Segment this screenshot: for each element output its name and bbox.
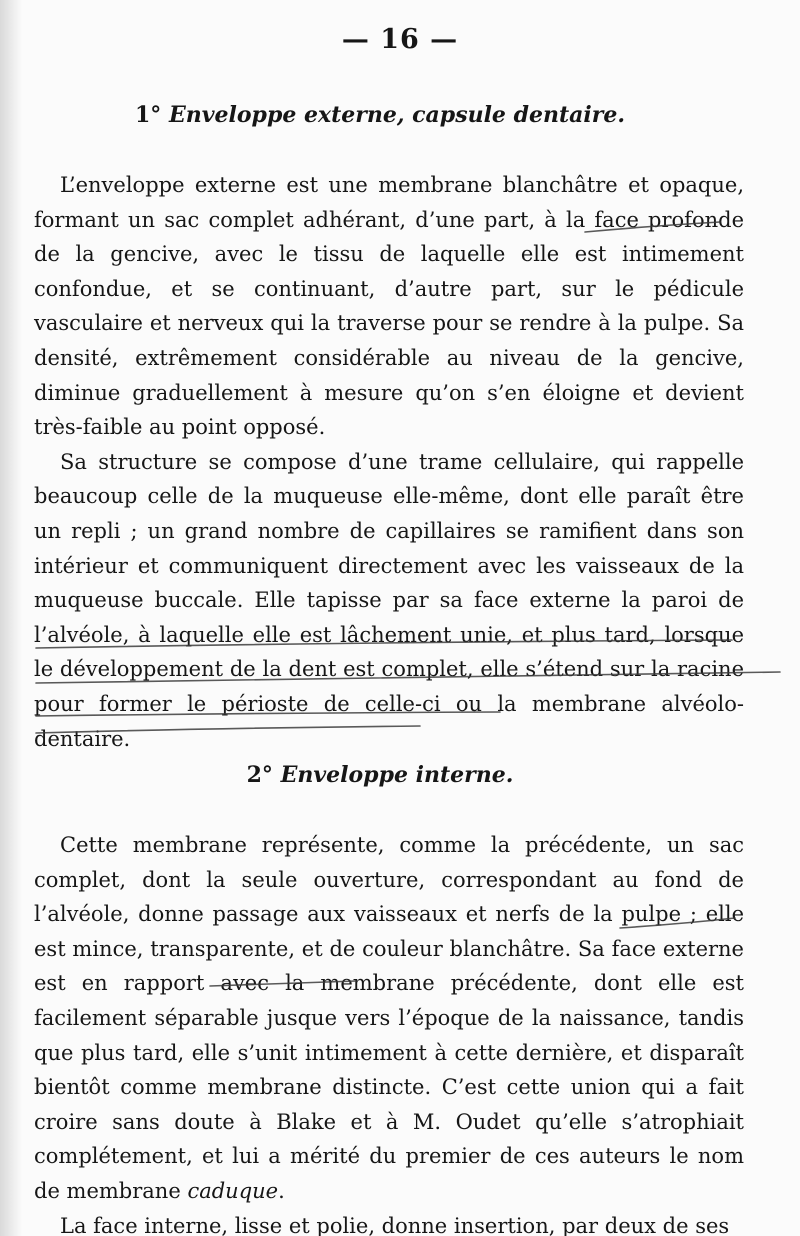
paragraph: L’enveloppe externe est une membrane blanchâtre et opaque, formant un sac complet adhérant, d’une part, à la face profonde de la gencive, avec le tissu de laquelle elle est intimement confondue, et se continuant, d’autre part, sur le pédicule vasculaire et nerveux qui la traverse pour se rendre à la pulpe. Sa densité, extrêmement considérable au niveau de la gencive, diminue graduellement à mesure qu’on s’en éloigne et devient très-faible au point opposé.	[34, 173, 744, 440]
section-heading-1-title: Enveloppe externe, capsule dentaire.	[168, 102, 625, 128]
section-2-body	[34, 828, 744, 1236]
paragraph	[34, 828, 744, 1209]
section-heading-2-number: 2°	[246, 762, 273, 788]
italic-term: caduque	[187, 1178, 279, 1203]
section-heading-1-number: 1°	[135, 102, 162, 128]
paragraph: Sa structure se compose d’une trame cellulaire, qui rappelle beaucoup celle de la muqueuse elle-même, dont elle paraît être un repli ; un grand nombre de capillaires se ramifient dans son intérieur et communiquent directement avec les vaisseaux de la muqueuse buccale. Elle tapisse par sa face externe la paroi de l’alvéole, à laquelle elle est lâchement unie, et plus tard, lorsque le développement de la dent est complet, elle s’étend sur la racine pour former le périoste de celle-ci ou la membrane alvéolo-dentaire.	[34, 449, 744, 751]
paragraph: La face interne, lisse et polie, donne insertion, par deux de ses	[60, 1213, 730, 1236]
page-number: — 16 —	[341, 24, 459, 55]
section-heading-1	[0, 102, 760, 128]
paragraph-text: Cette membrane représente, comme la précédente, un sac complet, dont la seule ouverture, correspondant au fond de l’alvéole, donne passage aux vaisseaux et nerfs de la pulpe ; elle est mince, transparente, et de couleur blanchâtre. Sa face externe est en rapport avec la membrane précédente, dont elle est facilement séparable jusque vers l’époque de la naissance, tandis que plus tard, elle s’unit intimement à cette dernière, et disparaît bientôt comme membrane distincte. C’est cette union qui a fait croire sans doute à Blake et à M. Oudet qu’elle s’atrophiait complétement, et lui a mérité du premier de ces auteurs le nom de membrane	[34, 833, 744, 1203]
section-heading-2	[0, 762, 760, 788]
section-1-body	[34, 168, 744, 756]
section-heading-2-title: Enveloppe interne.	[280, 762, 514, 788]
page-edge-shadow	[0, 0, 22, 1236]
paragraph-end: .	[278, 1178, 285, 1203]
